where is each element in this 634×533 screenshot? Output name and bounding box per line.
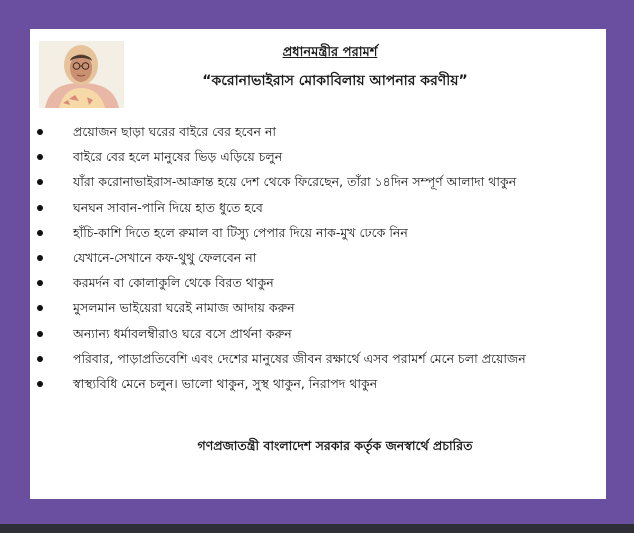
bullet-icon	[37, 230, 43, 236]
advice-list	[30, 119, 606, 396]
advice-text: স্বাস্থ্যবিধি মেনে চলুন। ভালো থাকুন, সুস্থ থাকুন, নিরাপদ থাকুন	[73, 375, 378, 391]
list-item	[30, 321, 606, 346]
portrait-photo	[39, 41, 124, 108]
list-item	[30, 346, 606, 371]
list-item	[30, 295, 606, 320]
advice-text: ঘনঘন সাবান-পানি দিয়ে হাত ধুতে হবে	[73, 199, 263, 215]
bullet-icon	[37, 255, 43, 261]
advice-text: অন্যান্য ধর্মাবলম্বীরাও ঘরে বসে প্রার্থনা করুন	[73, 325, 292, 341]
advisory-card	[30, 29, 606, 499]
footer-note: গণপ্রজাতন্ত্রী বাংলাদেশ সরকার কর্তৃক জনস্বার্থে প্রচারিত	[197, 438, 473, 453]
list-item	[30, 220, 606, 245]
advice-text: হাঁচি-কাশি দিতে হলে রুমাল বা টিস্যু পেপার দিয়ে নাক-মুখ ঢেকে নিন	[73, 224, 408, 240]
bottom-strip	[0, 524, 634, 533]
bullet-icon	[37, 154, 43, 160]
list-item	[30, 270, 606, 295]
bullet-icon	[37, 179, 43, 185]
advice-text: পরিবার, পাড়াপ্রতিবেশি এবং দেশের মানুষের জীবন রক্ষার্থে এসব পরামর্শ মেনে চলা প্রয়োজন	[73, 350, 526, 366]
bullet-icon	[37, 331, 43, 337]
page-title: প্রধানমন্ত্রীর পরামর্শ	[282, 45, 378, 60]
advice-text: বাইরে বের হলে মানুষের ভিড় এড়িয়ে চলুন	[73, 149, 283, 165]
advice-text: প্রয়োজন ছাড়া ঘরের বাইরে বের হবেন না	[73, 124, 277, 139]
page-subtitle: “করোনাভাইরাস মোকাবিলায় আপনার করণীয়”	[202, 73, 468, 89]
list-item	[30, 119, 606, 144]
advice-text: যেখানে-সেখানে কফ-থুথু ফেলবেন না	[73, 249, 257, 265]
bullet-icon	[37, 356, 43, 362]
list-item	[30, 371, 606, 396]
list-item	[30, 144, 606, 169]
bullet-icon	[37, 305, 43, 311]
advice-text: যাঁরা করোনাভাইরাস-আক্রান্ত হয়ে দেশ থেকে ফিরেছেন, তাঁরা ১৪দিন সম্পূর্ণ আলাদা থাকুন	[73, 174, 517, 190]
advice-text: করমর্দন বা কোলাকুলি থেকে বিরত থাকুন	[73, 275, 274, 291]
list-item	[30, 195, 606, 220]
list-item	[30, 169, 606, 194]
bullet-icon	[37, 129, 43, 135]
bullet-icon	[37, 381, 43, 387]
bullet-icon	[37, 280, 43, 286]
advice-text: মুসলমান ভাইয়েরা ঘরেই নামাজ আদায় করুন	[73, 300, 295, 316]
bullet-icon	[37, 205, 43, 211]
list-item	[30, 245, 606, 270]
